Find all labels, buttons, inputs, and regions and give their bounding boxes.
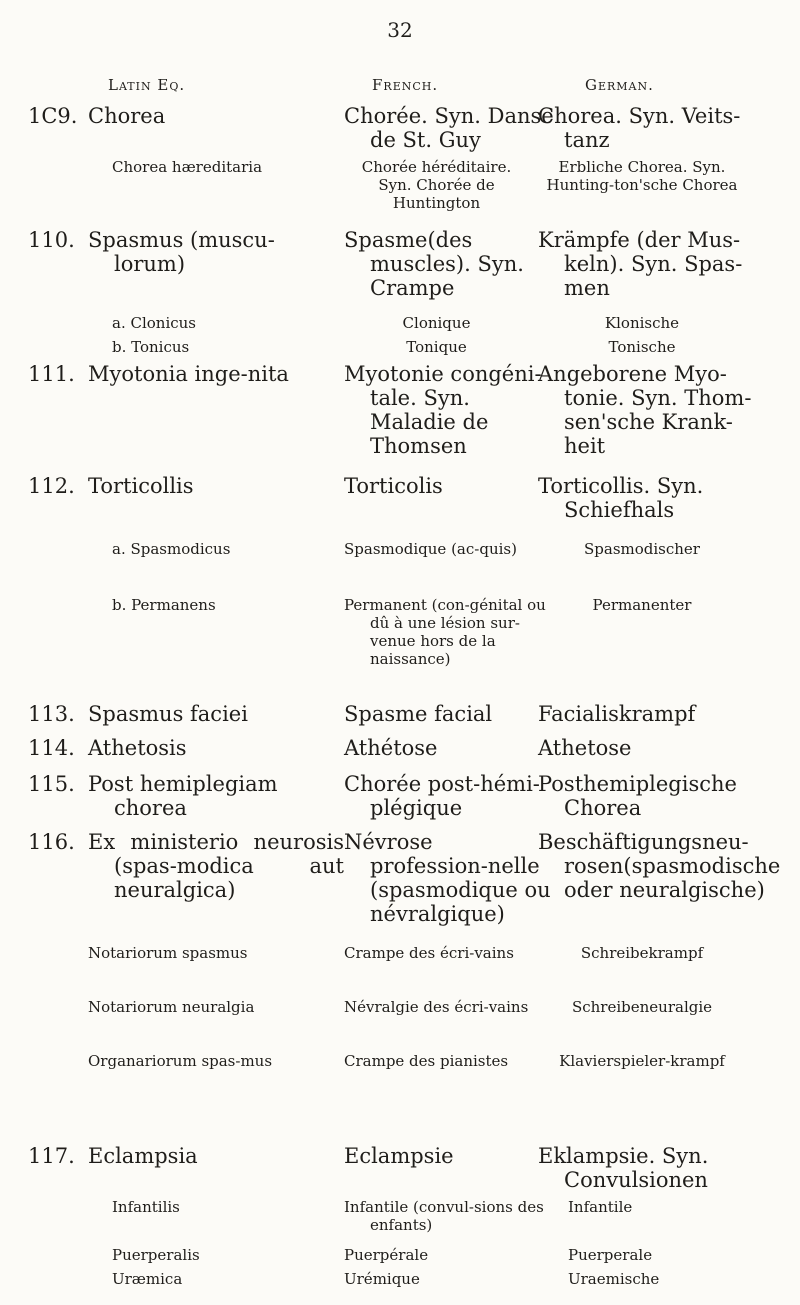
- german-term: Schreibekrampf: [580, 944, 704, 962]
- french-term: Crampe des pianistes: [344, 1052, 509, 1070]
- french-term: Chorée post-hémi-plégique: [344, 772, 540, 820]
- latin-term: Spasmus (muscu-lorum): [88, 228, 275, 276]
- french-term: Crampe des écri-vains: [344, 944, 514, 962]
- latin-term: Notariorum spasmus: [88, 944, 248, 962]
- german-term: Permanenter: [592, 596, 692, 614]
- latin-term: Uræmica: [112, 1270, 183, 1288]
- german-term: Uraemische: [568, 1270, 660, 1288]
- latin-term: b. Permanens: [112, 596, 216, 614]
- french-term: Spasme(des muscles). Syn. Crampe: [344, 228, 524, 300]
- latin-term: Chorea: [88, 104, 166, 128]
- french-term: Puerpérale: [344, 1246, 429, 1264]
- german-term: Krämpfe (der Mus-keln). Syn. Spas-men: [538, 228, 743, 300]
- german-term: Beschäftigungsneu-rosen(spasmodische oder neuralgische): [538, 830, 781, 902]
- entry-number: 117.: [28, 1144, 75, 1168]
- latin-term: Chorea hæreditaria: [112, 158, 263, 176]
- german-term: Angeborene Myo-tonie. Syn. Thom-sen'sche Krank-heit: [538, 362, 752, 458]
- entry-number: 110.: [28, 228, 75, 252]
- german-term: Torticollis. Syn. Schiefhals: [538, 474, 704, 522]
- latin-term: Infantilis: [112, 1198, 180, 1216]
- entry-number: 1C9.: [28, 104, 78, 128]
- german-term: Posthemiplegische Chorea: [538, 772, 737, 820]
- french-term: Permanent (con-génital ou dû à une lésion sur-venue hors de la naissance): [344, 596, 546, 668]
- french-term: Eclampsie: [344, 1144, 454, 1168]
- latin-term: Organariorum spas-mus: [88, 1052, 273, 1070]
- latin-term: b. Tonicus: [112, 338, 190, 356]
- entry-number: 116.: [28, 830, 75, 854]
- header-german: German.: [585, 76, 654, 94]
- german-term: Schreibeneuralgie: [571, 998, 713, 1016]
- latin-term: Myotonia inge-nita: [88, 362, 289, 386]
- german-term: Tonische: [608, 338, 676, 356]
- french-term: Urémique: [344, 1270, 420, 1288]
- german-term: Eklampsie. Syn. Convulsionen: [538, 1144, 709, 1192]
- latin-term: Athetosis: [88, 736, 187, 760]
- latin-term: Puerperalis: [112, 1246, 200, 1264]
- latin-term: Notariorum neuralgia: [88, 998, 255, 1016]
- header-french: French.: [372, 76, 439, 94]
- entry-number: 113.: [28, 702, 75, 726]
- french-term: Clonique: [402, 314, 471, 332]
- entry-number: 112.: [28, 474, 75, 498]
- french-term: Névralgie des écri-vains: [344, 998, 529, 1016]
- german-term: Puerperale: [568, 1246, 653, 1264]
- french-term: Tonique: [406, 338, 467, 356]
- page-number: 32: [387, 18, 413, 42]
- latin-term: Spasmus faciei: [88, 702, 248, 726]
- german-term: Infantile: [568, 1198, 633, 1216]
- french-term: Spasme facial: [344, 702, 493, 726]
- entry-number: 114.: [28, 736, 75, 760]
- french-term: Chorée. Syn. Danse de St. Guy: [344, 104, 554, 152]
- french-term: Myotonie congéni-tale. Syn. Maladie de Thomsen: [344, 362, 542, 458]
- latin-term: Eclampsia: [88, 1144, 198, 1168]
- german-term: Facialiskrampf: [538, 702, 696, 726]
- german-term: Spasmodischer: [584, 540, 700, 558]
- header-latin: Latin Eq.: [108, 76, 186, 94]
- latin-term: Torticollis: [88, 474, 194, 498]
- german-term: Klavierspieler-krampf: [559, 1052, 725, 1070]
- french-term: Athétose: [344, 736, 438, 760]
- french-term: Spasmodique (ac-quis): [344, 540, 517, 558]
- entry-number: 115.: [28, 772, 75, 796]
- latin-term: Post hemiplegiam chorea: [88, 772, 278, 820]
- french-term: Torticolis: [344, 474, 443, 498]
- french-term: Névrose profession-nelle (spasmodique ou névralgique): [344, 830, 551, 926]
- german-term: Athetose: [538, 736, 632, 760]
- german-term: Erbliche Chorea. Syn. Hunting-ton'sche Chorea: [546, 158, 738, 194]
- latin-term: Ex ministerio neurosis (spas-modica aut neuralgica): [88, 830, 344, 902]
- entry-number: 111.: [28, 362, 75, 386]
- german-term: Chorea. Syn. Veits-tanz: [538, 104, 741, 152]
- french-term: Chorée héréditaire. Syn. Chorée de Huntington: [361, 158, 512, 212]
- german-term: Klonische: [604, 314, 680, 332]
- latin-term: a. Spasmodicus: [112, 540, 231, 558]
- latin-term: a. Clonicus: [112, 314, 197, 332]
- french-term: Infantile (convul-sions des enfants): [344, 1198, 544, 1234]
